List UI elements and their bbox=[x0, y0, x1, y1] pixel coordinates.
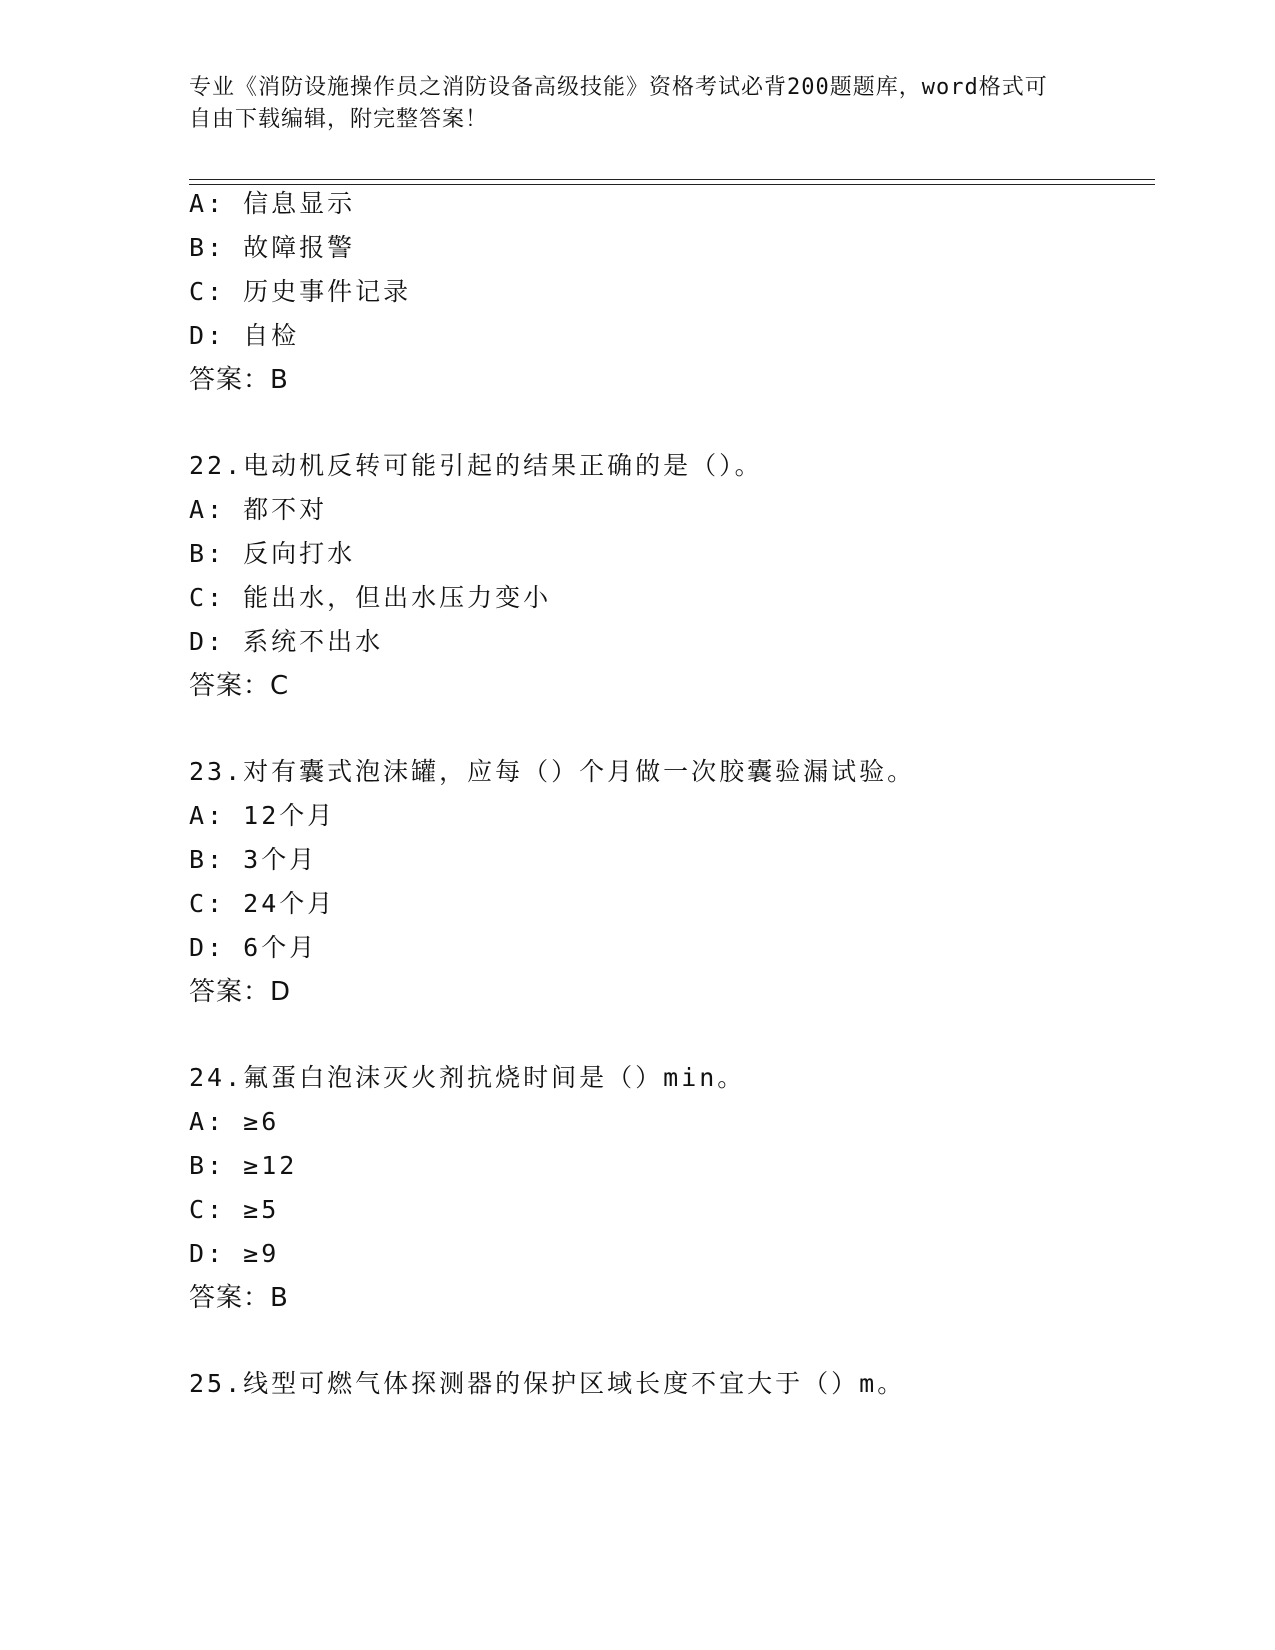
q23-option-c: C: 24个月 bbox=[189, 889, 336, 918]
q24-answer bbox=[189, 1282, 289, 1314]
document-header: 专业《消防设施操作员之消防设备高级技能》资格考试必背200题题库，word格式可自由下载编辑，附完整答案！ bbox=[189, 75, 1048, 132]
q21-option-b: B: 故障报警 bbox=[189, 233, 356, 262]
q24-option-a: A: ≥6 bbox=[189, 1107, 280, 1136]
q25-question: 25.线型可燃气体探测器的保护区域长度不宜大于（）m。 bbox=[189, 1369, 906, 1398]
answer-label: 答案： bbox=[189, 671, 271, 701]
q22-option-d: D: 系统不出水 bbox=[189, 627, 384, 656]
q22-answer bbox=[189, 670, 289, 702]
answer-value: B bbox=[270, 365, 289, 395]
answer-value: C bbox=[270, 671, 290, 701]
q21-option-d: D: 自检 bbox=[189, 321, 300, 350]
q24-question: 24.氟蛋白泡沫灭火剂抗烧时间是（）min。 bbox=[189, 1063, 746, 1092]
q21-answer bbox=[189, 364, 289, 396]
q21-option-a: A: 信息显示 bbox=[189, 189, 356, 218]
q24-option-d: D: ≥9 bbox=[189, 1239, 280, 1268]
q23-answer bbox=[189, 976, 291, 1008]
q22-question: 22.电动机反转可能引起的结果正确的是（）。 bbox=[189, 451, 763, 480]
q22-option-c: C: 能出水，但出水压力变小 bbox=[189, 583, 552, 612]
q22-option-a: A: 都不对 bbox=[189, 495, 328, 524]
q24-option-b: B: ≥12 bbox=[189, 1151, 298, 1180]
answer-label: 答案： bbox=[189, 977, 271, 1007]
header-divider-top bbox=[189, 179, 1155, 180]
answer-label: 答案： bbox=[189, 1283, 271, 1313]
answer-value: B bbox=[270, 1283, 289, 1313]
q23-option-b: B: 3个月 bbox=[189, 845, 318, 874]
q22-option-b: B: 反向打水 bbox=[189, 539, 356, 568]
q23-option-d: D: 6个月 bbox=[189, 933, 318, 962]
answer-value: D bbox=[270, 977, 292, 1007]
answer-label: 答案： bbox=[189, 365, 271, 395]
q24-option-c: C: ≥5 bbox=[189, 1195, 280, 1224]
q21-option-c: C: 历史事件记录 bbox=[189, 277, 412, 306]
q23-option-a: A: 12个月 bbox=[189, 801, 336, 830]
q23-question: 23.对有囊式泡沫罐，应每（）个月做一次胶囊验漏试验。 bbox=[189, 757, 916, 786]
header-divider-bottom bbox=[189, 184, 1155, 185]
